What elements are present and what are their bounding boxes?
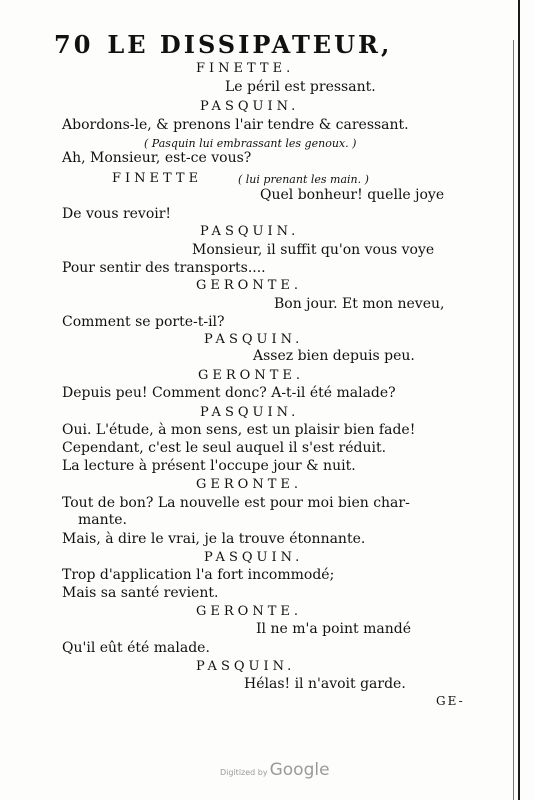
verse-line: Trop d'application l'a fort incommodé; [62,567,335,583]
page-number: 70 [54,30,94,59]
verse-line: Assez bien depuis peu. [253,348,415,364]
speaker-label: PASQUIN. [200,224,300,239]
verse-line: Qu'il eût été malade. [62,640,210,656]
speaker-label: PASQUIN. [200,405,300,420]
verse-line: Depuis peu! Comment donc? A-t-il été malade? [62,385,396,401]
running-header [54,30,434,64]
verse-line: La lecture à présent l'occupe jour & nuit. [62,458,356,474]
speaker-label: PASQUIN. [204,332,304,347]
speaker-label: GERONTE. [196,604,302,619]
speaker-label: FINETTE. [196,61,295,76]
stage-direction: ( lui prenant les main. ) [238,173,369,186]
stage-direction: ( Pasquin lui embrassant les genoux. ) [144,137,357,150]
verse-line: De vous revoir! [62,206,172,222]
catchword: GE- [436,694,465,708]
verse-line: mante. [78,512,127,528]
verse-line: Hélas! il n'avoit garde. [244,676,406,692]
verse-line: Ah, Monsieur, est-ce vous? [62,150,252,166]
speaker-label: PASQUIN. [204,550,304,565]
running-title: LE DISSIPATEUR, [107,30,393,59]
speaker-label: PASQUIN. [196,659,296,674]
verse-line: Quel bonheur! quelle joye [260,187,445,203]
verse-line: Cependant, c'est le seul auquel il s'est réduit. [62,440,387,456]
verse-line: Oui. L'étude, à mon sens, est un plaisir bien fade! [62,422,416,438]
verse-line: Mais sa santé revient. [62,585,219,601]
speaker-label: FINETTE [112,171,203,186]
page-edge [518,0,520,800]
verse-line: Monsieur, il suffit qu'on vous voye [192,242,435,258]
verse-line: Il ne m'a point mandé [256,621,411,637]
verse-line: Bon jour. Et mon neveu, [274,296,445,312]
google-logo: Google [269,760,330,780]
digitized-label: Digitized by [220,768,268,777]
verse-line: Comment se porte-t-il? [62,314,225,330]
speaker-label: GERONTE. [198,368,304,383]
speaker-label: GERONTE. [196,278,302,293]
speaker-label: GERONTE. [196,477,302,492]
page-edge-shadow [513,40,514,800]
verse-line: Mais, à dire le vrai, je la trouve étonnante. [62,531,366,547]
speaker-label: PASQUIN. [200,99,300,114]
verse-line: Le péril est pressant. [225,79,376,95]
verse-line: Abordons-le, & prenons l'air tendre & caressant. [62,117,409,133]
verse-line: Tout de bon? La nouvelle est pour moi bien char- [62,495,410,511]
digitized-watermark [220,760,340,778]
verse-line: Pour sentir des transports.... [62,260,266,276]
